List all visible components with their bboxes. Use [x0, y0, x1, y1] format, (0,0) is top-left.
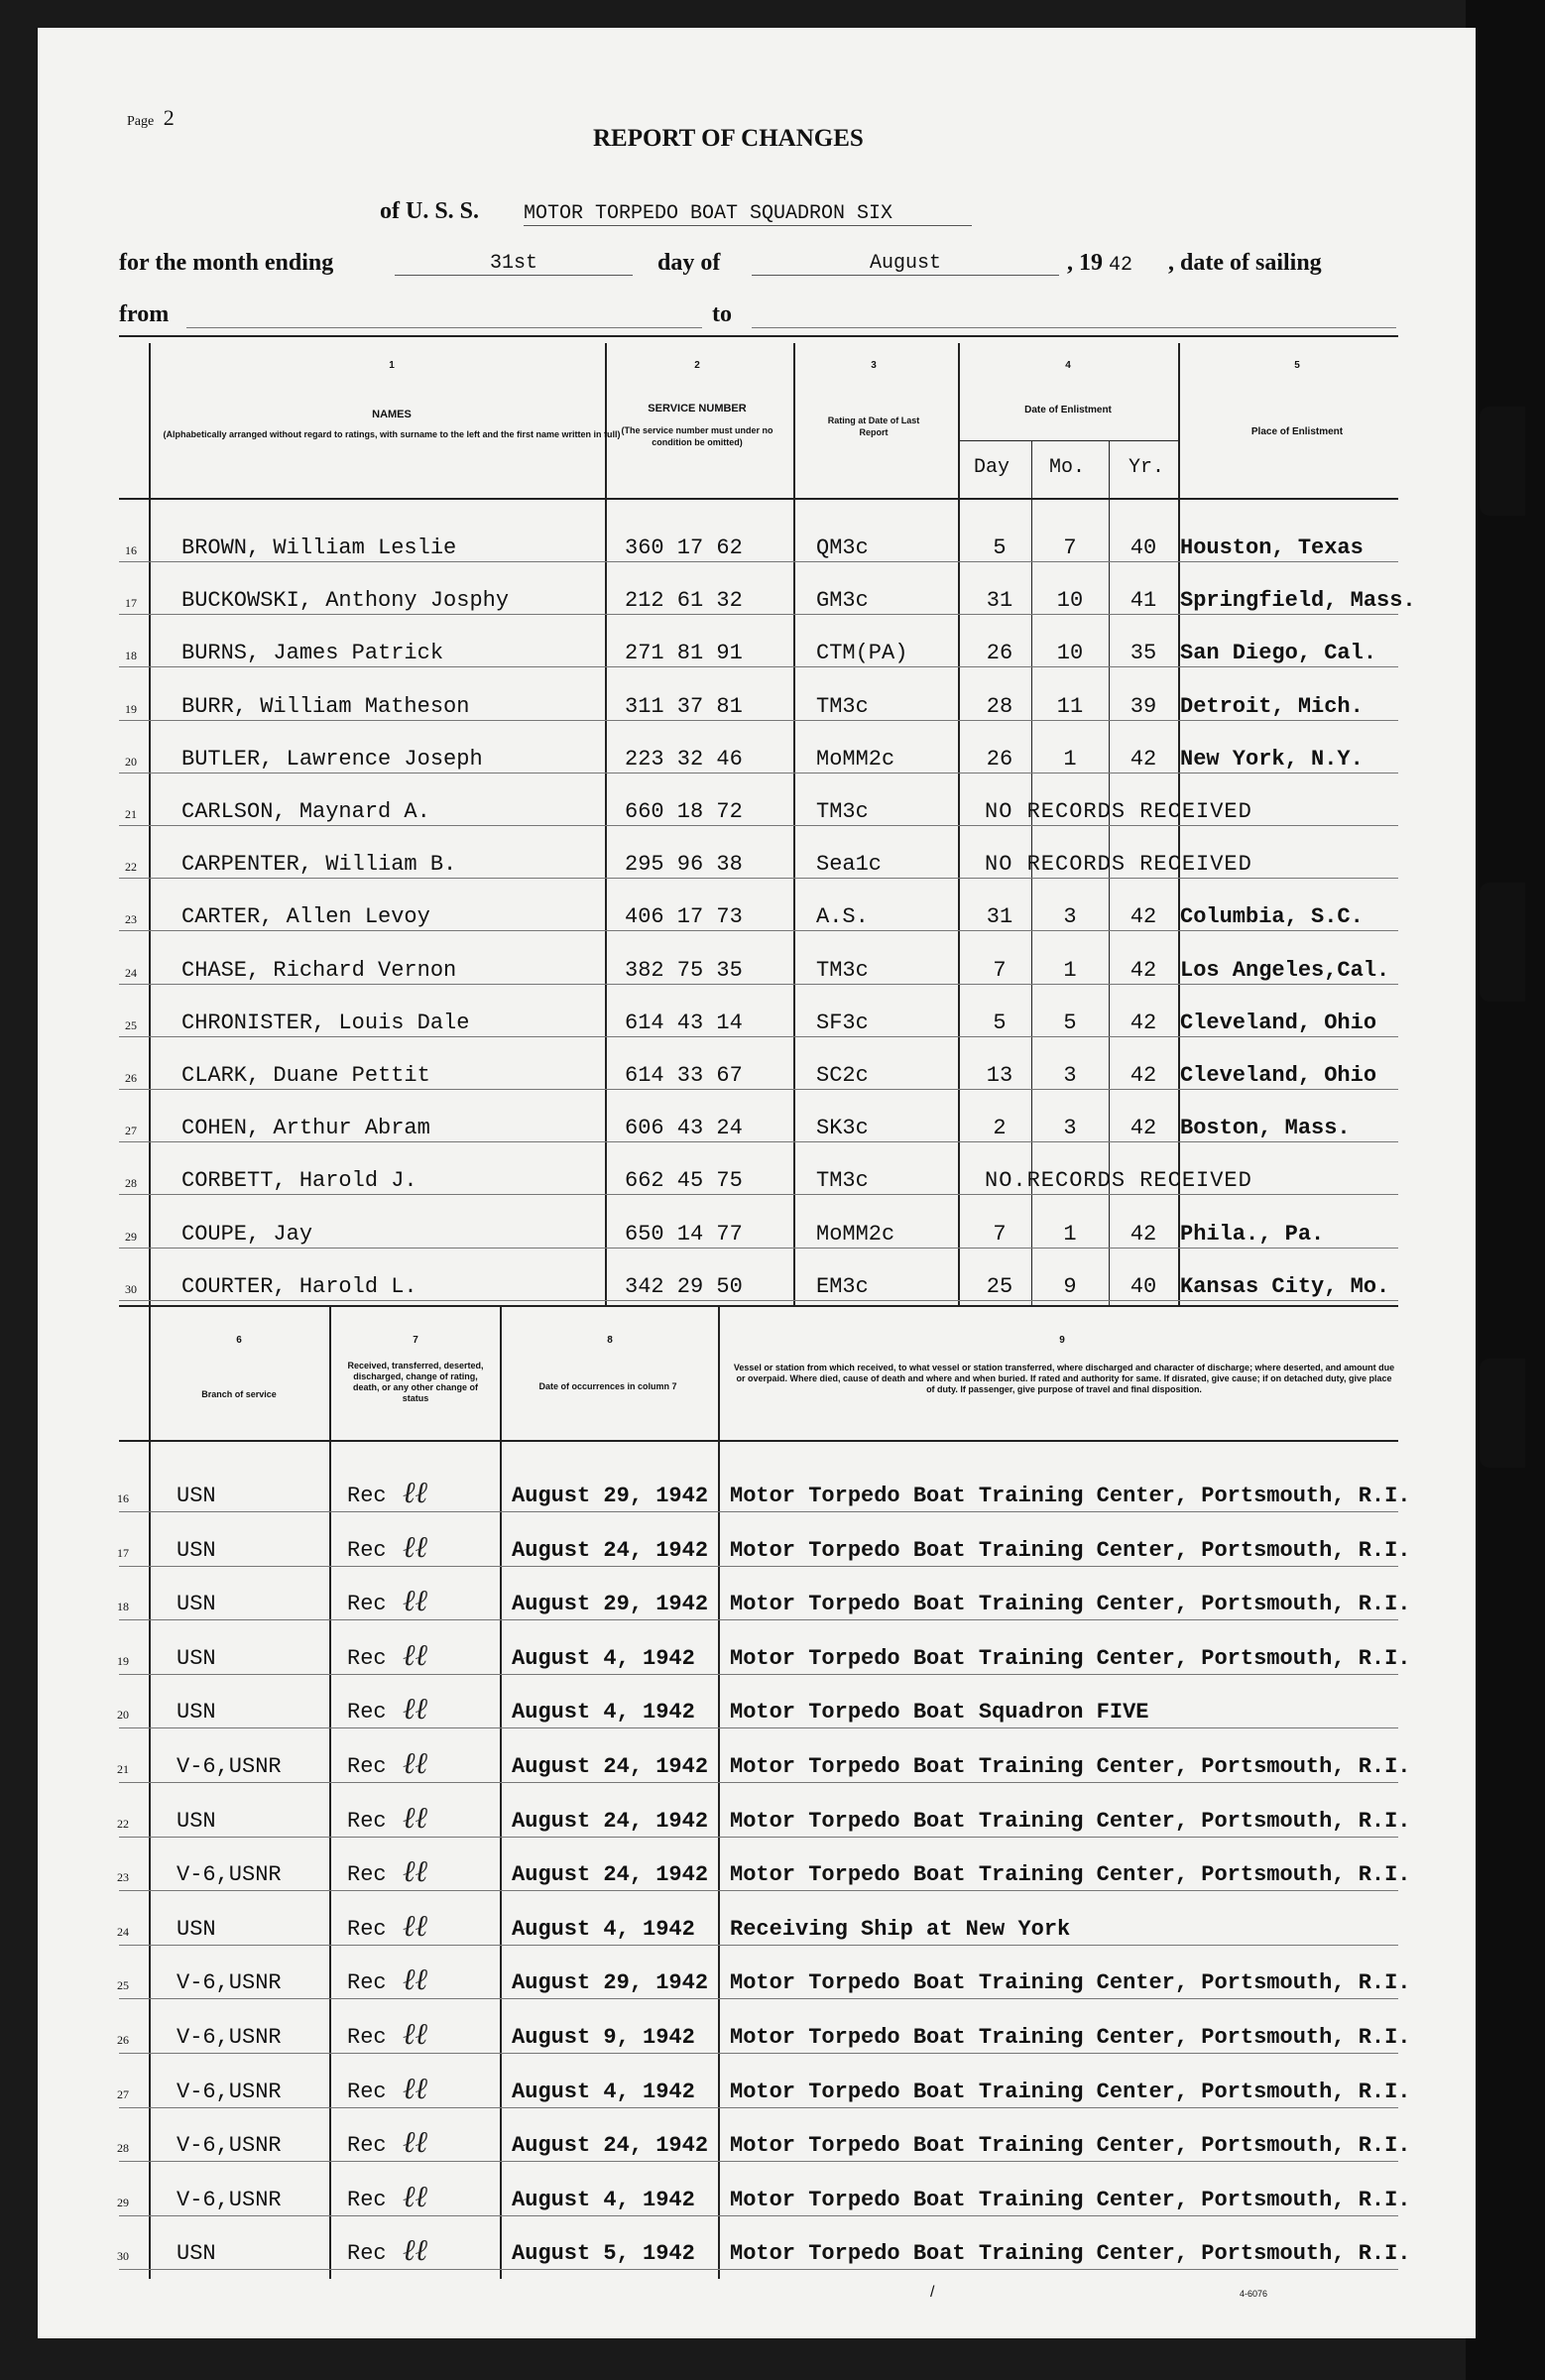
- name-cell: CARTER, Allen Levoy: [181, 904, 430, 929]
- enlist-year-cell: 42: [1129, 904, 1157, 929]
- rating-cell: CTM(PA): [816, 641, 908, 665]
- enlist-day-cell: 25: [986, 1274, 1013, 1299]
- initials-signature: ℓℓ: [403, 1801, 427, 1836]
- row-rule: [119, 1141, 1398, 1142]
- line-number: 24: [125, 966, 137, 980]
- branch-cell: USN: [177, 1809, 216, 1834]
- line-number: 21: [117, 1762, 129, 1776]
- rating-cell: GM3c: [816, 588, 869, 613]
- initials-signature: ℓℓ: [403, 1854, 427, 1889]
- service-number-cell: 606 43 24: [625, 1116, 743, 1140]
- col2-number: 2: [694, 360, 700, 371]
- initials-signature: ℓℓ: [403, 2233, 427, 2268]
- occurrence-date-cell: August 4, 1942: [512, 2188, 695, 2212]
- service-number-cell: 406 17 73: [625, 904, 743, 929]
- line-number: 16: [125, 543, 137, 557]
- row-rule: [119, 1566, 1398, 1567]
- row-rule: [119, 2269, 1398, 2270]
- station-cell: Motor Torpedo Boat Training Center, Portsmouth, R.I.: [730, 1484, 1411, 1508]
- no-records-note: NO RECORDS RECEIVED: [985, 852, 1252, 877]
- page-label: Page 2: [127, 105, 175, 130]
- rating-cell: TM3c: [816, 694, 869, 719]
- station-cell: Motor Torpedo Boat Squadron FIVE: [730, 1700, 1149, 1725]
- change-cell: Rec: [347, 1592, 387, 1616]
- occurrence-date-cell: August 24, 1942: [512, 1862, 709, 1887]
- col6-title: Branch of service: [201, 1389, 277, 1399]
- row-rule: [119, 614, 1398, 615]
- change-cell: Rec: [347, 2025, 387, 2050]
- row-rule: [119, 825, 1398, 826]
- place-of-enlistment-cell: Houston, Texas: [1180, 536, 1364, 560]
- line-number: 28: [125, 1176, 137, 1190]
- enlist-year-cell: 42: [1129, 1222, 1157, 1247]
- scan-border: [1466, 0, 1545, 2380]
- row-rule: [119, 1619, 1398, 1620]
- col9-number: 9: [1059, 1335, 1065, 1346]
- enlist-day-cell: 5: [993, 1011, 1007, 1035]
- service-number-cell: 614 33 67: [625, 1063, 743, 1088]
- name-cell: BURNS, James Patrick: [181, 641, 444, 665]
- name-cell: CORBETT, Harold J.: [181, 1168, 417, 1193]
- place-of-enlistment-cell: New York, N.Y.: [1180, 747, 1364, 772]
- initials-signature: ℓℓ: [403, 1530, 427, 1565]
- branch-cell: USN: [177, 1646, 216, 1671]
- station-cell: Motor Torpedo Boat Training Center, Portsmouth, R.I.: [730, 1592, 1411, 1616]
- line-number: 23: [117, 1870, 129, 1884]
- col3-number: 3: [871, 360, 877, 371]
- enlist-year-cell: 42: [1129, 958, 1157, 983]
- line-number: 20: [117, 1708, 129, 1722]
- occurrence-date-cell: August 29, 1942: [512, 1592, 709, 1616]
- report-page: [38, 28, 1476, 2338]
- month-ending-label: for the month ending: [119, 250, 334, 276]
- branch-cell: V-6,USNR: [177, 1970, 282, 1995]
- name-cell: BROWN, William Leslie: [181, 536, 457, 560]
- enlist-year-cell: 39: [1129, 694, 1157, 719]
- initials-signature: ℓℓ: [403, 1963, 427, 1997]
- enlist-month-cell: 10: [1056, 588, 1084, 613]
- service-number-cell: 212 61 32: [625, 588, 743, 613]
- row-rule: [119, 1890, 1398, 1891]
- name-cell: CHASE, Richard Vernon: [181, 958, 457, 983]
- col7-title: Received, transferred, deserted, discharged, change of rating, death, or any other change of status: [347, 1361, 484, 1403]
- station-cell: Motor Torpedo Boat Training Center, Portsmouth, R.I.: [730, 1538, 1411, 1563]
- branch-cell: USN: [177, 1917, 216, 1942]
- enlist-day-cell: 2: [993, 1116, 1007, 1140]
- change-cell: Rec: [347, 1538, 387, 1563]
- service-number-cell: 650 14 77: [625, 1222, 743, 1247]
- service-number-cell: 660 18 72: [625, 799, 743, 824]
- enlist-month-cell: 1: [1063, 958, 1077, 983]
- branch-cell: USN: [177, 2241, 216, 2266]
- initials-signature: ℓℓ: [403, 2072, 427, 2106]
- column-rule: [149, 1307, 151, 2279]
- place-of-enlistment-cell: Cleveland, Ohio: [1180, 1011, 1377, 1035]
- place-of-enlistment-cell: Boston, Mass.: [1180, 1116, 1351, 1140]
- name-cell: CARPENTER, William B.: [181, 852, 457, 877]
- line-number: 29: [125, 1230, 137, 1244]
- initials-signature: ℓℓ: [403, 1476, 427, 1510]
- row-rule: [119, 720, 1398, 721]
- branch-cell: V-6,USNR: [177, 2188, 282, 2212]
- occurrence-date-cell: August 29, 1942: [512, 1970, 709, 1995]
- branch-cell: V-6,USNR: [177, 1754, 282, 1779]
- enlist-year-cell: 42: [1129, 1116, 1157, 1140]
- station-cell: Motor Torpedo Boat Training Center, Portsmouth, R.I.: [730, 2188, 1411, 2212]
- initials-signature: ℓℓ: [403, 1909, 427, 1944]
- line-number: 23: [125, 912, 137, 926]
- enlist-day-cell: 7: [993, 1222, 1007, 1247]
- enlist-month-cell: 7: [1063, 536, 1077, 560]
- binder-tab: [1480, 407, 1525, 516]
- change-cell: Rec: [347, 2188, 387, 2212]
- change-cell: Rec: [347, 2133, 387, 2158]
- rating-cell: MoMM2c: [816, 747, 895, 772]
- binder-tab: [1480, 1359, 1525, 1468]
- initials-signature: ℓℓ: [403, 2125, 427, 2160]
- occurrence-date-cell: August 4, 1942: [512, 1917, 695, 1942]
- initials-signature: ℓℓ: [403, 2180, 427, 2214]
- row-rule: [119, 1089, 1398, 1090]
- row-rule: [119, 984, 1398, 985]
- service-number-cell: 223 32 46: [625, 747, 743, 772]
- rating-cell: TM3c: [816, 958, 869, 983]
- branch-cell: V-6,USNR: [177, 2080, 282, 2104]
- header-bottom-rule: [119, 498, 1398, 500]
- enlist-month-cell: 11: [1056, 694, 1084, 719]
- rating-cell: QM3c: [816, 536, 869, 560]
- enlist-year-cell: 41: [1129, 588, 1157, 613]
- line-number: 26: [125, 1071, 137, 1085]
- year-label: , 19 42: [1067, 250, 1133, 277]
- page-number: 2: [163, 105, 175, 130]
- occurrence-date-cell: August 5, 1942: [512, 2241, 695, 2266]
- enlist-year-cell: 40: [1129, 1274, 1157, 1299]
- enlist-day-cell: 26: [986, 747, 1013, 772]
- occurrence-date-cell: August 4, 1942: [512, 1646, 695, 1671]
- name-cell: BUTLER, Lawrence Joseph: [181, 747, 483, 772]
- column-rule: [1178, 343, 1180, 1305]
- no-records-note: NO.RECORDS RECEIVED: [985, 1168, 1252, 1193]
- station-cell: Motor Torpedo Boat Training Center, Portsmouth, R.I.: [730, 1754, 1411, 1779]
- line-number: 19: [125, 702, 137, 716]
- rating-cell: TM3c: [816, 1168, 869, 1193]
- enlist-month-cell: 1: [1063, 1222, 1077, 1247]
- row-rule: [119, 1727, 1398, 1728]
- name-cell: CLARK, Duane Pettit: [181, 1063, 430, 1088]
- day-value: 31st: [395, 252, 633, 276]
- day-of-label: day of: [657, 250, 721, 276]
- column-rule: [605, 343, 607, 1305]
- enlist-month-cell: 9: [1063, 1274, 1077, 1299]
- line-number: 24: [117, 1925, 129, 1939]
- name-cell: CHRONISTER, Louis Dale: [181, 1011, 470, 1035]
- place-of-enlistment-cell: Phila., Pa.: [1180, 1222, 1325, 1247]
- line-number: 18: [125, 649, 137, 662]
- occurrence-date-cell: August 4, 1942: [512, 2080, 695, 2104]
- row-rule: [119, 2107, 1398, 2108]
- enlist-month-cell: 10: [1056, 641, 1084, 665]
- ship-name: MOTOR TORPEDO BOAT SQUADRON SIX: [524, 202, 1079, 225]
- row-rule: [119, 878, 1398, 879]
- enlist-month-cell: 3: [1063, 1063, 1077, 1088]
- enlist-day-cell: 13: [986, 1063, 1013, 1088]
- line-number: 18: [117, 1600, 129, 1613]
- line-number: 25: [117, 1978, 129, 1992]
- col4-number: 4: [1065, 360, 1071, 371]
- row-rule: [119, 561, 1398, 562]
- column-rule: [500, 1307, 502, 2279]
- to-label: to: [712, 301, 732, 327]
- name-cell: CARLSON, Maynard A.: [181, 799, 430, 824]
- enlist-year-cell: 35: [1129, 641, 1157, 665]
- rating-cell: SC2c: [816, 1063, 869, 1088]
- row-rule: [119, 1511, 1398, 1512]
- service-number-cell: 342 29 50: [625, 1274, 743, 1299]
- place-of-enlistment-cell: San Diego, Cal.: [1180, 641, 1377, 665]
- line-number: 25: [125, 1018, 137, 1032]
- rating-cell: TM3c: [816, 799, 869, 824]
- initials-signature: ℓℓ: [403, 1692, 427, 1726]
- enlist-month-cell: 3: [1063, 1116, 1077, 1140]
- rating-cell: SK3c: [816, 1116, 869, 1140]
- enlist-month-cell: 1: [1063, 747, 1077, 772]
- enlist-day-cell: 7: [993, 958, 1007, 983]
- service-number-cell: 614 43 14: [625, 1011, 743, 1035]
- col7-number: 7: [413, 1335, 418, 1346]
- col1-number: 1: [389, 360, 395, 371]
- station-cell: Motor Torpedo Boat Training Center, Portsmouth, R.I.: [730, 1809, 1411, 1834]
- row-rule: [119, 1248, 1398, 1249]
- col8-title: Date of occurrences in column 7: [538, 1381, 677, 1391]
- col2-title: SERVICE NUMBER: [648, 403, 747, 415]
- occurrence-date-cell: August 24, 1942: [512, 1754, 709, 1779]
- place-of-enlistment-cell: Detroit, Mich.: [1180, 694, 1364, 719]
- place-of-enlistment-cell: Kansas City, Mo.: [1180, 1274, 1390, 1299]
- service-number-cell: 382 75 35: [625, 958, 743, 983]
- row-rule: [119, 1300, 1398, 1301]
- initials-signature: ℓℓ: [403, 1584, 427, 1618]
- rating-cell: SF3c: [816, 1011, 869, 1035]
- binder-tab: [1480, 883, 1525, 1002]
- enlist-month-cell: 5: [1063, 1011, 1077, 1035]
- col4-year: Yr.: [1129, 456, 1165, 479]
- line-number: 20: [125, 755, 137, 769]
- col5-title: Place of Enlistment: [1250, 426, 1344, 437]
- enlist-year-cell: 42: [1129, 1011, 1157, 1035]
- change-cell: Rec: [347, 1754, 387, 1779]
- column-rule: [793, 343, 795, 1305]
- col1-title: NAMES: [372, 409, 412, 420]
- branch-cell: V-6,USNR: [177, 1862, 282, 1887]
- date-of-sailing-label: , date of sailing: [1168, 250, 1322, 276]
- row-rule: [119, 1194, 1398, 1195]
- place-of-enlistment-cell: Springfield, Mass.: [1180, 588, 1416, 613]
- tick-mark: /: [930, 2284, 935, 2301]
- line-number: 22: [117, 1817, 129, 1831]
- col6-number: 6: [236, 1335, 242, 1346]
- station-cell: Motor Torpedo Boat Training Center, Portsmouth, R.I.: [730, 2133, 1411, 2158]
- place-of-enlistment-cell: Los Angeles,Cal.: [1180, 958, 1390, 983]
- from-label: from: [119, 301, 170, 327]
- change-cell: Rec: [347, 2241, 387, 2266]
- no-records-note: NO RECORDS RECEIVED: [985, 799, 1252, 824]
- row-rule: [119, 1782, 1398, 1783]
- initials-signature: ℓℓ: [403, 1638, 427, 1673]
- occurrence-date-cell: August 24, 1942: [512, 2133, 709, 2158]
- rating-cell: A.S.: [816, 904, 869, 929]
- row-rule: [119, 1945, 1398, 1946]
- row-rule: [119, 1674, 1398, 1675]
- initials-signature: ℓℓ: [403, 1746, 427, 1781]
- name-cell: COURTER, Harold L.: [181, 1274, 417, 1299]
- enlist-day-cell: 31: [986, 588, 1013, 613]
- enlist-month-cell: 3: [1063, 904, 1077, 929]
- row-rule: [119, 1998, 1398, 1999]
- occurrence-date-cell: August 24, 1942: [512, 1538, 709, 1563]
- row-rule: [119, 1036, 1398, 1037]
- name-cell: COUPE, Jay: [181, 1222, 313, 1247]
- place-of-enlistment-cell: Cleveland, Ohio: [1180, 1063, 1377, 1088]
- enlist-day-cell: 26: [986, 641, 1013, 665]
- rating-cell: EM3c: [816, 1274, 869, 1299]
- row-rule: [119, 2161, 1398, 2162]
- row-rule: [119, 2215, 1398, 2216]
- service-number-cell: 311 37 81: [625, 694, 743, 719]
- column-rule: [958, 343, 960, 1305]
- column-rule: [149, 343, 151, 1305]
- line-number: 17: [125, 596, 137, 610]
- rating-cell: Sea1c: [816, 852, 883, 877]
- line-number: 26: [117, 2033, 129, 2047]
- enlist-day-cell: 5: [993, 536, 1007, 560]
- branch-cell: USN: [177, 1484, 216, 1508]
- branch-cell: USN: [177, 1538, 216, 1563]
- occurrence-date-cell: August 4, 1942: [512, 1700, 695, 1725]
- row-rule: [119, 1837, 1398, 1838]
- branch-cell: USN: [177, 1592, 216, 1616]
- line-number: 28: [117, 2141, 129, 2155]
- station-cell: Motor Torpedo Boat Training Center, Portsmouth, R.I.: [730, 1970, 1411, 1995]
- change-cell: Rec: [347, 2080, 387, 2104]
- line-number: 16: [117, 1491, 129, 1505]
- branch-cell: V-6,USNR: [177, 2025, 282, 2050]
- line-number: 21: [125, 807, 137, 821]
- line-number: 22: [125, 860, 137, 874]
- service-number-cell: 360 17 62: [625, 536, 743, 560]
- line-number: 19: [117, 1654, 129, 1668]
- station-cell: Motor Torpedo Boat Training Center, Portsmouth, R.I.: [730, 1646, 1411, 1671]
- line-number: 27: [117, 2087, 129, 2101]
- enlist-year-cell: 42: [1129, 747, 1157, 772]
- header-rule: [958, 440, 1178, 441]
- change-cell: Rec: [347, 1917, 387, 1942]
- initials-signature: ℓℓ: [403, 2017, 427, 2052]
- enlist-year-cell: 42: [1129, 1063, 1157, 1088]
- column-rule: [329, 1307, 331, 2279]
- station-cell: Receiving Ship at New York: [730, 1917, 1071, 1942]
- line-number: 17: [117, 1546, 129, 1560]
- line-number: 29: [117, 2196, 129, 2209]
- occurrence-date-cell: August 29, 1942: [512, 1484, 709, 1508]
- change-cell: Rec: [347, 1970, 387, 1995]
- station-cell: Motor Torpedo Boat Training Center, Portsmouth, R.I.: [730, 2080, 1411, 2104]
- change-cell: Rec: [347, 1484, 387, 1508]
- station-cell: Motor Torpedo Boat Training Center, Portsmouth, R.I.: [730, 1862, 1411, 1887]
- col2-note: (The service number must under no condition be omitted): [621, 425, 773, 447]
- line-number: 30: [117, 2249, 129, 2263]
- change-cell: Rec: [347, 1809, 387, 1834]
- enlist-day-cell: 31: [986, 904, 1013, 929]
- header-bottom-rule: [119, 1440, 1398, 1442]
- enlist-day-cell: 28: [986, 694, 1013, 719]
- row-rule: [119, 773, 1398, 774]
- name-cell: BURR, William Matheson: [181, 694, 470, 719]
- report-title: REPORT OF CHANGES: [593, 125, 864, 152]
- change-cell: Rec: [347, 1700, 387, 1725]
- station-cell: Motor Torpedo Boat Training Center, Portsmouth, R.I.: [730, 2025, 1411, 2050]
- col3-title: Rating at Date of Last Report: [827, 416, 920, 437]
- occurrence-date-cell: August 24, 1942: [512, 1809, 709, 1834]
- service-number-cell: 271 81 91: [625, 641, 743, 665]
- col9-title: Vessel or station from which received, to what vessel or station transferred, where discharged and character of discharge; where deserted, and amount due or overpaid. Where died, cause of death and where and when buried. If rated and authority for same. If disrated, give cause; if on detached duty, give place of duty. If passenger, give purpose of travel and final disposition.: [733, 1363, 1395, 1394]
- table-divider: [119, 1305, 1398, 1307]
- rating-cell: MoMM2c: [816, 1222, 895, 1247]
- branch-cell: USN: [177, 1700, 216, 1725]
- column-rule: [718, 1307, 720, 2279]
- month-value: August: [752, 252, 1059, 276]
- change-cell: Rec: [347, 1646, 387, 1671]
- form-number: 4-6076: [1240, 2289, 1268, 2299]
- row-rule: [119, 930, 1398, 931]
- name-cell: BUCKOWSKI, Anthony Josphy: [181, 588, 510, 613]
- row-rule: [119, 666, 1398, 667]
- branch-cell: V-6,USNR: [177, 2133, 282, 2158]
- ship-prefix: of U. S. S.: [380, 198, 480, 224]
- col4-day: Day: [974, 456, 1010, 479]
- row-rule: [119, 2053, 1398, 2054]
- col5-number: 5: [1294, 360, 1300, 371]
- place-of-enlistment-cell: Columbia, S.C.: [1180, 904, 1364, 929]
- change-cell: Rec: [347, 1862, 387, 1887]
- line-number: 30: [125, 1282, 137, 1296]
- occurrence-date-cell: August 9, 1942: [512, 2025, 695, 2050]
- col4-month: Mo.: [1049, 456, 1086, 479]
- service-number-cell: 295 96 38: [625, 852, 743, 877]
- station-cell: Motor Torpedo Boat Training Center, Portsmouth, R.I.: [730, 2241, 1411, 2266]
- line-number: 27: [125, 1124, 137, 1137]
- enlist-year-cell: 40: [1129, 536, 1157, 560]
- service-number-cell: 662 45 75: [625, 1168, 743, 1193]
- name-cell: COHEN, Arthur Abram: [181, 1116, 430, 1140]
- col4-title: Date of Enlistment: [1024, 405, 1112, 416]
- col1-note: (Alphabetically arranged without regard to ratings, with surname to the left and the first name written in full): [163, 429, 621, 439]
- col8-number: 8: [607, 1335, 613, 1346]
